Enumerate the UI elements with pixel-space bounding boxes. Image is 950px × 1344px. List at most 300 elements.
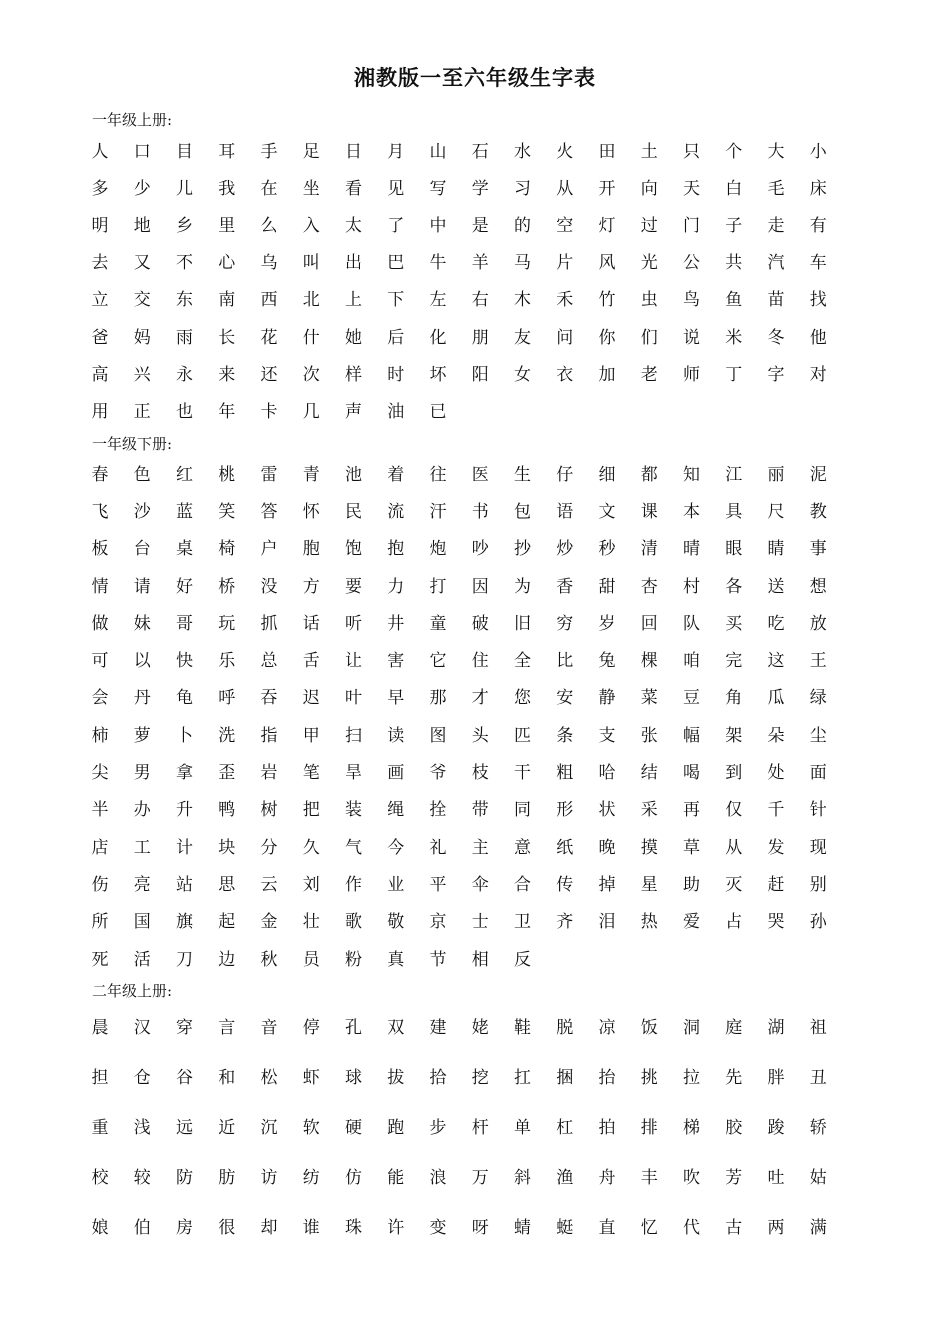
character: 不 xyxy=(176,253,193,273)
character: 脱 xyxy=(556,1018,574,1038)
character: 乡 xyxy=(176,216,193,236)
character: 扫 xyxy=(345,726,362,746)
character: 蓝 xyxy=(176,502,193,522)
character: 禾 xyxy=(556,290,574,310)
character: 米 xyxy=(725,328,743,348)
character: 什 xyxy=(302,328,320,348)
character: 谁 xyxy=(302,1218,320,1238)
character: 眼 xyxy=(725,539,743,559)
character: 向 xyxy=(640,179,658,199)
character: 问 xyxy=(556,328,574,348)
character: 排 xyxy=(640,1118,658,1138)
character: 胞 xyxy=(302,539,320,559)
character: 害 xyxy=(387,651,405,671)
character: 小 xyxy=(809,142,827,162)
character: 图 xyxy=(429,726,447,746)
character: 西 xyxy=(260,290,278,310)
character: 金 xyxy=(260,912,278,932)
character: 热 xyxy=(640,912,658,932)
character: 会 xyxy=(91,688,109,708)
character: 买 xyxy=(725,614,743,634)
character: 梯 xyxy=(683,1118,700,1138)
character: 丹 xyxy=(133,688,151,708)
character: 谷 xyxy=(176,1068,193,1088)
character: 有 xyxy=(809,216,827,236)
character: 色 xyxy=(133,465,151,485)
character: 能 xyxy=(387,1168,405,1188)
character: 张 xyxy=(640,726,658,746)
character: 光 xyxy=(640,253,658,273)
character: 豆 xyxy=(683,688,700,708)
character: 火 xyxy=(556,142,574,162)
character: 泪 xyxy=(598,912,616,932)
character: 在 xyxy=(260,179,278,199)
character: 踆 xyxy=(767,1118,785,1138)
character: 代 xyxy=(683,1218,700,1238)
character: 京 xyxy=(429,912,447,932)
character: 王 xyxy=(809,651,827,671)
character: 边 xyxy=(218,950,236,970)
character: 赶 xyxy=(767,875,785,895)
character: 方 xyxy=(302,577,320,597)
character: 杠 xyxy=(556,1118,574,1138)
character: 杆 xyxy=(471,1118,489,1138)
character: 岁 xyxy=(598,614,616,634)
character: 吹 xyxy=(683,1168,700,1188)
character: 喝 xyxy=(683,763,700,783)
character: 细 xyxy=(598,465,616,485)
character: 姑 xyxy=(809,1168,827,1188)
character: 占 xyxy=(725,912,743,932)
character: 抱 xyxy=(387,539,405,559)
character: 双 xyxy=(387,1018,405,1038)
character: 音 xyxy=(260,1018,278,1038)
character: 找 xyxy=(809,290,827,310)
character: 江 xyxy=(725,465,743,485)
character: 坐 xyxy=(302,179,320,199)
character: 正 xyxy=(133,402,151,422)
character: 舟 xyxy=(598,1168,616,1188)
character: 声 xyxy=(345,402,362,422)
character: 再 xyxy=(683,800,700,820)
character: 让 xyxy=(345,651,362,671)
character: 写 xyxy=(429,179,447,199)
character: 直 xyxy=(598,1218,616,1238)
character: 习 xyxy=(514,179,531,199)
character: 芳 xyxy=(725,1168,743,1188)
character: 所 xyxy=(91,912,109,932)
character: 早 xyxy=(387,688,405,708)
character: 作 xyxy=(345,875,362,895)
character: 空 xyxy=(556,216,574,236)
character: 绳 xyxy=(387,800,405,820)
character: 蜻 xyxy=(514,1218,531,1238)
character: 站 xyxy=(176,875,193,895)
character: 晚 xyxy=(598,838,616,858)
character: 人 xyxy=(91,142,109,162)
character: 床 xyxy=(809,179,827,199)
character: 快 xyxy=(176,651,193,671)
character: 秋 xyxy=(260,950,278,970)
character: 没 xyxy=(260,577,278,597)
character: 湖 xyxy=(767,1018,785,1038)
character: 言 xyxy=(218,1018,236,1038)
character: 回 xyxy=(640,614,658,634)
character: 结 xyxy=(640,763,658,783)
character: 羊 xyxy=(471,253,489,273)
character: 瓜 xyxy=(767,688,785,708)
character: 流 xyxy=(387,502,405,522)
character: 雨 xyxy=(176,328,193,348)
character: 童 xyxy=(429,614,447,634)
character: 纺 xyxy=(302,1168,320,1188)
character: 您 xyxy=(514,688,531,708)
character: 长 xyxy=(218,328,236,348)
character: 土 xyxy=(640,142,658,162)
character: 尖 xyxy=(91,763,109,783)
character: 伞 xyxy=(471,875,489,895)
character: 刘 xyxy=(302,875,320,895)
character: 松 xyxy=(260,1068,278,1088)
character: 哈 xyxy=(598,763,616,783)
character: 伯 xyxy=(133,1218,151,1238)
character: 久 xyxy=(302,838,320,858)
character: 雷 xyxy=(260,465,278,485)
character: 语 xyxy=(556,502,574,522)
character: 右 xyxy=(471,290,489,310)
character: 书 xyxy=(471,502,489,522)
character: 只 xyxy=(683,142,700,162)
character: 油 xyxy=(387,402,405,422)
character: 敬 xyxy=(387,912,405,932)
character: 炮 xyxy=(429,539,447,559)
character: 头 xyxy=(471,726,489,746)
character: 字 xyxy=(767,365,785,385)
character: 饱 xyxy=(345,539,362,559)
character: 年 xyxy=(218,402,236,422)
character: 永 xyxy=(176,365,193,385)
character: 齐 xyxy=(556,912,574,932)
character: 全 xyxy=(514,651,531,671)
character: 才 xyxy=(471,688,489,708)
character: 明 xyxy=(91,216,109,236)
character: 风 xyxy=(598,253,616,273)
character: 分 xyxy=(260,838,278,858)
character: 柿 xyxy=(91,726,109,746)
character: 刀 xyxy=(176,950,193,970)
character: 校 xyxy=(91,1168,109,1188)
character: 房 xyxy=(176,1218,193,1238)
character: 重 xyxy=(91,1118,109,1138)
character: 师 xyxy=(683,365,700,385)
character: 说 xyxy=(683,328,700,348)
character: 旱 xyxy=(345,763,362,783)
character: 业 xyxy=(387,875,405,895)
character: 本 xyxy=(683,502,700,522)
character: 穿 xyxy=(176,1018,193,1038)
character: 万 xyxy=(471,1168,489,1188)
character: 静 xyxy=(598,688,616,708)
character: 壮 xyxy=(302,912,320,932)
character: 心 xyxy=(218,253,236,273)
character: 却 xyxy=(260,1218,278,1238)
character: 也 xyxy=(176,402,193,422)
character: 从 xyxy=(725,838,743,858)
character: 绿 xyxy=(809,688,827,708)
character: 丰 xyxy=(640,1168,658,1188)
character: 菜 xyxy=(640,688,658,708)
character: 孔 xyxy=(345,1018,362,1038)
character: 浅 xyxy=(133,1118,151,1138)
character: 摸 xyxy=(640,838,658,858)
character: 状 xyxy=(598,800,616,820)
character: 日 xyxy=(345,142,362,162)
character: 计 xyxy=(176,838,193,858)
character: 意 xyxy=(514,838,531,858)
character: 立 xyxy=(91,290,109,310)
character: 住 xyxy=(471,651,489,671)
character: 渔 xyxy=(556,1168,574,1188)
character: 条 xyxy=(556,726,574,746)
character: 枝 xyxy=(471,763,489,783)
character: 树 xyxy=(260,800,278,820)
character: 目 xyxy=(176,142,193,162)
character: 真 xyxy=(387,950,405,970)
character: 手 xyxy=(260,142,278,162)
character: 抄 xyxy=(514,539,531,559)
character: 抬 xyxy=(598,1068,616,1088)
character: 青 xyxy=(302,465,320,485)
character: 打 xyxy=(429,577,447,597)
character: 牛 xyxy=(429,253,447,273)
character: 以 xyxy=(133,651,151,671)
character: 衣 xyxy=(556,365,574,385)
character: 大 xyxy=(767,142,785,162)
character: 比 xyxy=(556,651,574,671)
character: 竹 xyxy=(598,290,616,310)
character: 我 xyxy=(218,179,236,199)
character: 化 xyxy=(429,328,447,348)
character: 吐 xyxy=(767,1168,785,1188)
character: 拔 xyxy=(387,1068,405,1088)
character: 同 xyxy=(514,800,531,820)
character: 旧 xyxy=(514,614,531,634)
character: 的 xyxy=(514,216,531,236)
character: 民 xyxy=(345,502,362,522)
character: 生 xyxy=(514,465,531,485)
character: 孙 xyxy=(809,912,827,932)
character: 可 xyxy=(91,651,109,671)
character: 跑 xyxy=(387,1118,405,1138)
character: 传 xyxy=(556,875,574,895)
character: 叶 xyxy=(345,688,362,708)
character: 伤 xyxy=(91,875,109,895)
character: 做 xyxy=(91,614,109,634)
character: 答 xyxy=(260,502,278,522)
character: 这 xyxy=(767,651,785,671)
character: 想 xyxy=(809,577,827,597)
character: 亮 xyxy=(133,875,151,895)
character: 次 xyxy=(302,365,320,385)
character: 笑 xyxy=(218,502,236,522)
character: 送 xyxy=(767,577,785,597)
character: 它 xyxy=(429,651,447,671)
character: 香 xyxy=(556,577,574,597)
character: 丁 xyxy=(725,365,743,385)
character: 千 xyxy=(767,800,785,820)
character: 月 xyxy=(387,142,405,162)
character: 子 xyxy=(725,216,743,236)
character: 升 xyxy=(176,800,193,820)
character: 耳 xyxy=(218,142,236,162)
character: 呼 xyxy=(218,688,236,708)
character: 主 xyxy=(471,838,489,858)
character: 指 xyxy=(260,726,278,746)
character: 汉 xyxy=(133,1018,151,1038)
character: 活 xyxy=(133,950,151,970)
character: 看 xyxy=(345,179,362,199)
character: 是 xyxy=(471,216,489,236)
character: 各 xyxy=(725,577,743,597)
character: 拿 xyxy=(176,763,193,783)
character: 捆 xyxy=(556,1068,574,1088)
character: 片 xyxy=(556,253,574,273)
character: 两 xyxy=(767,1218,785,1238)
character: 多 xyxy=(91,179,109,199)
character: 庭 xyxy=(725,1018,743,1038)
character: 去 xyxy=(91,253,109,273)
character: 甜 xyxy=(598,577,616,597)
character: 办 xyxy=(133,800,151,820)
character: 木 xyxy=(514,290,531,310)
character: 装 xyxy=(345,800,362,820)
character: 咱 xyxy=(683,651,700,671)
character: 较 xyxy=(133,1168,151,1188)
character: 卜 xyxy=(176,726,193,746)
character: 用 xyxy=(91,402,109,422)
character: 教 xyxy=(809,502,827,522)
character: 南 xyxy=(218,290,236,310)
character: 包 xyxy=(514,502,531,522)
character: 池 xyxy=(345,465,362,485)
character: 左 xyxy=(429,290,447,310)
character: 们 xyxy=(640,328,658,348)
character: 挖 xyxy=(471,1068,489,1088)
character: 仔 xyxy=(556,465,574,485)
character: 事 xyxy=(809,539,827,559)
character: 了 xyxy=(387,216,405,236)
character: 店 xyxy=(91,838,109,858)
character: 担 xyxy=(91,1068,109,1088)
character: 哥 xyxy=(176,614,193,634)
character: 话 xyxy=(302,614,320,634)
character: 几 xyxy=(302,402,320,422)
character: 爱 xyxy=(683,912,700,932)
character: 少 xyxy=(133,179,151,199)
character: 山 xyxy=(429,142,447,162)
character: 丑 xyxy=(809,1068,827,1088)
character: 冬 xyxy=(767,328,785,348)
character: 礼 xyxy=(429,838,447,858)
character: 先 xyxy=(725,1068,743,1088)
character: 上 xyxy=(345,290,362,310)
character: 相 xyxy=(471,950,489,970)
character: 云 xyxy=(260,875,278,895)
character: 扛 xyxy=(514,1068,531,1088)
character: 那 xyxy=(429,688,447,708)
character: 架 xyxy=(725,726,743,746)
character: 球 xyxy=(345,1068,362,1088)
character: 已 xyxy=(429,402,447,422)
character: 洗 xyxy=(218,726,236,746)
character: 步 xyxy=(429,1118,447,1138)
character: 洞 xyxy=(683,1018,700,1038)
character: 气 xyxy=(345,838,362,858)
character: 斜 xyxy=(514,1168,531,1188)
character: 晴 xyxy=(683,539,700,559)
character: 抓 xyxy=(260,614,278,634)
character: 国 xyxy=(133,912,151,932)
character: 迟 xyxy=(302,688,320,708)
character: 口 xyxy=(133,142,151,162)
character: 虫 xyxy=(640,290,658,310)
section-heading: 一年级上册: xyxy=(92,111,173,129)
character: 助 xyxy=(683,875,700,895)
character: 鞋 xyxy=(514,1018,531,1038)
character: 硬 xyxy=(345,1118,362,1138)
character: 别 xyxy=(809,875,827,895)
character: 棵 xyxy=(640,651,658,671)
character: 秒 xyxy=(598,539,616,559)
character: 怀 xyxy=(302,502,320,522)
character: 汽 xyxy=(767,253,785,273)
character: 拴 xyxy=(429,800,447,820)
character: 仓 xyxy=(133,1068,151,1088)
character: 娘 xyxy=(91,1218,109,1238)
character: 来 xyxy=(218,365,236,385)
character: 门 xyxy=(683,216,700,236)
character: 妹 xyxy=(133,614,151,634)
character: 男 xyxy=(133,763,151,783)
character: 走 xyxy=(767,216,785,236)
character: 很 xyxy=(218,1218,236,1238)
character: 灯 xyxy=(598,216,616,236)
character: 吞 xyxy=(260,688,278,708)
character: 甲 xyxy=(302,726,320,746)
character: 爸 xyxy=(91,328,109,348)
character: 为 xyxy=(514,577,531,597)
character: 出 xyxy=(345,253,362,273)
character: 晨 xyxy=(91,1018,109,1038)
character: 拉 xyxy=(683,1068,700,1088)
character: 公 xyxy=(683,253,700,273)
character: 乌 xyxy=(260,253,278,273)
character: 力 xyxy=(387,577,405,597)
character: 下 xyxy=(387,290,405,310)
character: 远 xyxy=(176,1118,193,1138)
character: 村 xyxy=(683,577,700,597)
character: 块 xyxy=(218,838,236,858)
character: 天 xyxy=(683,179,700,199)
character: 台 xyxy=(133,539,151,559)
character: 睛 xyxy=(767,539,785,559)
character: 知 xyxy=(683,465,700,485)
character: 石 xyxy=(471,142,489,162)
character: 朵 xyxy=(767,726,785,746)
character: 拍 xyxy=(598,1118,616,1138)
character: 着 xyxy=(387,465,405,485)
character: 肪 xyxy=(218,1168,236,1188)
